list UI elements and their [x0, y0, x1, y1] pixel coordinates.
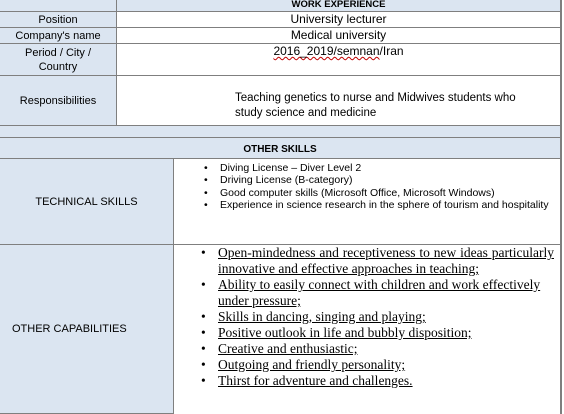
position-label: Position: [0, 12, 117, 28]
company-label: Company's name: [0, 28, 117, 44]
technical-skills-label: TECHNICAL SKILLS: [0, 159, 174, 245]
header-spacer-left: [0, 0, 117, 12]
period-value-rest: /Iran: [379, 44, 404, 58]
technical-skill-item: • Driving License (B-category): [204, 174, 556, 186]
technical-skill-item: • Experience in science research in the sphere of tourism and hospitality: [204, 199, 556, 211]
position-value: University lecturer: [117, 12, 561, 28]
capability-item: • Positive outlook in life and bubbly disposition;: [218, 325, 554, 341]
capability-item: • Creative and enthusiastic;: [218, 341, 554, 357]
period-value-underlined: 2016_2019/semnan: [273, 44, 380, 58]
work-experience-header: WORK EXPERIENCE: [117, 0, 561, 12]
technical-skill-item: • Good computer skills (Microsoft Office, Microsoft Windows): [204, 187, 556, 199]
capability-item: • Skills in dancing, singing and playing;: [218, 309, 554, 325]
capability-item: • Ability to easily connect with children and work effectively under pressure;: [218, 277, 554, 309]
technical-skills-cell: [174, 159, 561, 245]
technical-skill-item: • Diving License – Diver Level 2: [204, 162, 556, 174]
responsibilities-label: Responsibilities: [0, 76, 117, 126]
other-capabilities-label: OTHER CAPABILITIES: [0, 245, 174, 414]
technical-skills-list: [204, 162, 556, 212]
other-capabilities-cell: [174, 245, 561, 414]
capability-item: • Outgoing and friendly personality;: [218, 357, 554, 373]
responsibilities-value: Teaching genetics to nurse and Midwives students who study science and medicine: [235, 92, 516, 119]
section-divider-row: [0, 126, 561, 138]
responsibilities-cell: [117, 76, 561, 126]
other-capabilities-list: [218, 245, 554, 389]
period-label: Period / City / Country: [0, 44, 117, 76]
capability-item: • Open-mindedness and receptiveness to new ideas particularly innovative and effective approaches in teaching;: [218, 245, 554, 277]
other-skills-header: OTHER SKILLS: [0, 138, 561, 159]
period-value: [117, 44, 561, 76]
capability-item: • Thirst for adventure and challenges.: [218, 373, 554, 389]
company-value: Medical university: [117, 28, 561, 44]
